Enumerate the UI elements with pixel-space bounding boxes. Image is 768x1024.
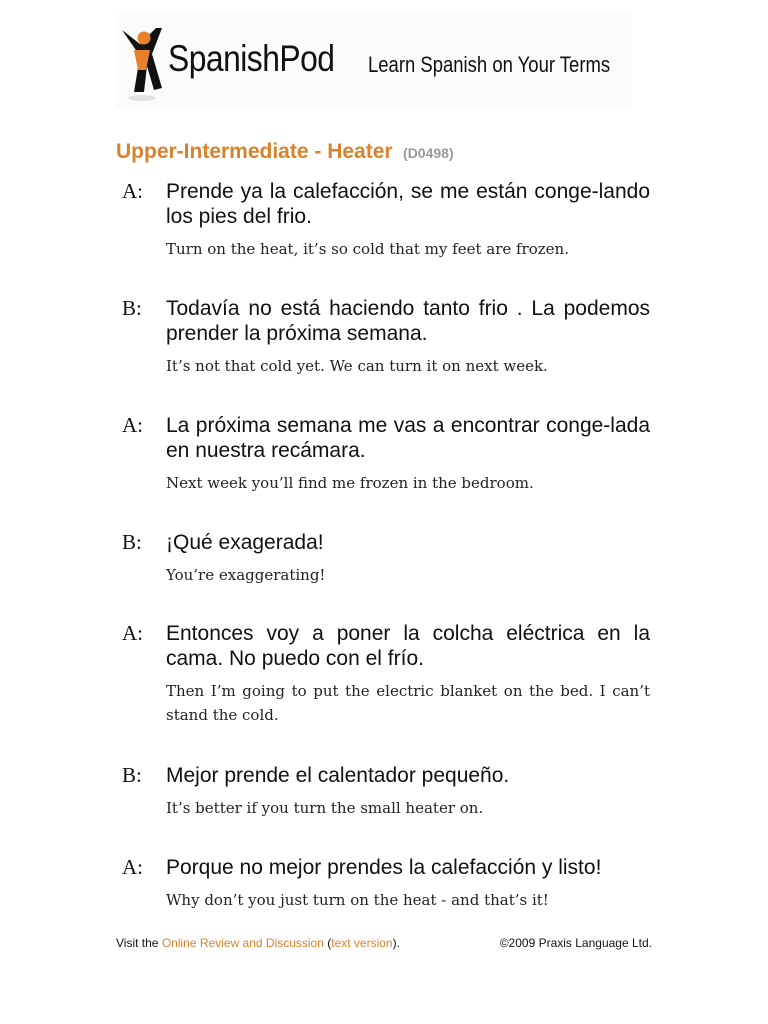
header-banner (116, 14, 632, 108)
speaker-label: A: (122, 413, 143, 437)
english-translation: Then I’m going to put the electric blanket on the bed. I can’t stand the cold. (166, 682, 650, 724)
visit-prefix: Visit the (116, 936, 159, 950)
footer-links (116, 936, 400, 950)
online-review-link[interactable]: Online Review and Discussion (161, 936, 324, 950)
spanish-text: ¡Qué exagerada! (166, 531, 324, 554)
spanish-text: Mejor prende el calentador pequeño. (166, 764, 510, 787)
speaker-label: B: (122, 763, 142, 787)
english-translation: Next week you’ll find me frozen in the bedroom. (166, 474, 534, 492)
lesson-code: (D0498) (403, 145, 454, 161)
lesson-title (116, 140, 454, 164)
english-translation: It’s better if you turn the small heater on. (166, 799, 484, 817)
speaker-label: B: (122, 296, 142, 320)
tagline: Learn Spanish on Your Terms (368, 52, 611, 77)
spanishpod-logo-icon (120, 26, 164, 104)
spanish-text: Prende ya la calefacción, se me están conge-lando los pies del frio. (166, 180, 650, 228)
paren-open: ( (327, 936, 332, 950)
text-version-link[interactable]: text version (331, 936, 393, 950)
english-translation: Why don’t you just turn on the heat - and that’s it! (166, 891, 549, 909)
speaker-label: A: (122, 855, 143, 879)
paren-close: ). (392, 936, 400, 950)
speaker-label: A: (122, 621, 143, 645)
spanish-text: Entonces voy a poner la colcha eléctrica en la cama. No puedo con el frío. (166, 622, 650, 670)
speaker-label: B: (122, 530, 142, 554)
english-translation: You’re exaggerating! (166, 566, 326, 584)
copyright: ©2009 Praxis Language Ltd. (499, 936, 652, 950)
lesson-title-text: Upper-Intermediate - Heater (116, 140, 393, 163)
brand-name: SpanishPod (168, 38, 335, 79)
english-translation: It’s not that cold yet. We can turn it on next week. (166, 357, 548, 375)
spanish-text: Porque no mejor prendes la calefacción y listo! (166, 856, 602, 879)
spanish-text: La próxima semana me vas a encontrar conge-lada en nuestra recámara. (166, 414, 650, 462)
english-translation: Turn on the heat, it’s so cold that my feet are frozen. (166, 240, 569, 258)
speaker-label: A: (122, 179, 143, 203)
spanish-text: Todavía no está haciendo tanto frio . La podemos prender la próxima semana. (166, 297, 650, 345)
